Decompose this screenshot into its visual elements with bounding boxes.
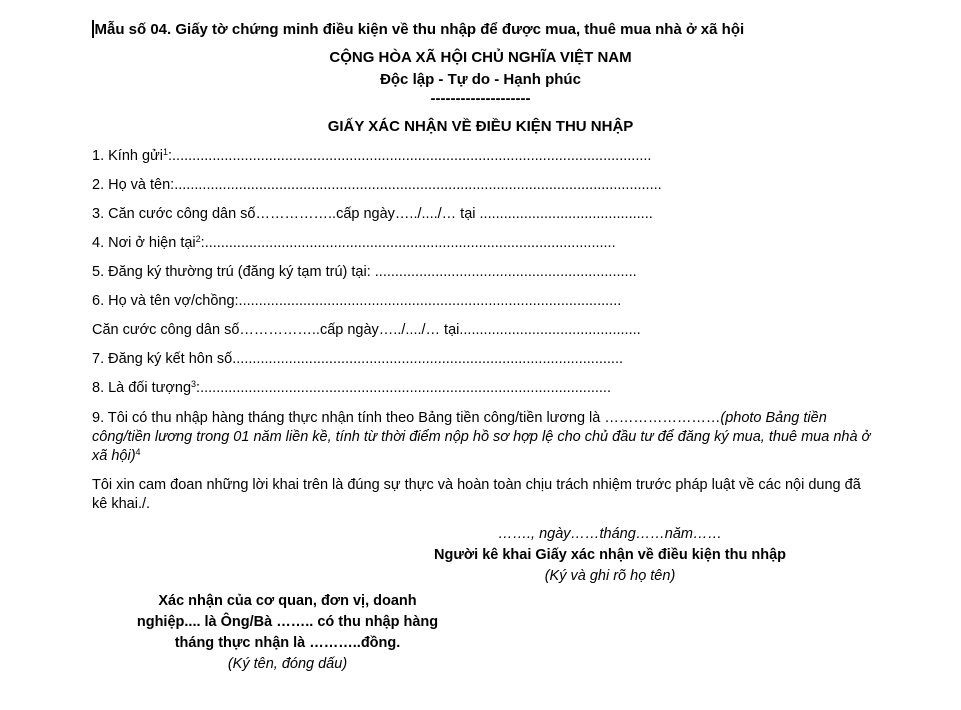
fill-line: ...................................................................................................... bbox=[204, 235, 616, 251]
employer-confirmation-block bbox=[100, 591, 475, 675]
fill-line: ................................................................................................. bbox=[232, 351, 624, 367]
income-statement: 9. Tôi có thu nhập hàng tháng thực nhận tính theo Bảng tiền công/tiền lương là …………………… bbox=[92, 410, 721, 426]
field-label: 8. Là đối tượng bbox=[92, 380, 192, 396]
declarant-sign-note: (Ký và ghi rõ họ tên) bbox=[544, 568, 676, 584]
fill-line: ............................................................................................... bbox=[238, 293, 622, 309]
footnote-ref: 4 bbox=[135, 447, 141, 457]
field-recipient[interactable] bbox=[92, 148, 651, 164]
date-line: ……., ngày……tháng……năm…… bbox=[497, 526, 723, 542]
footnote-ref: 3 bbox=[191, 379, 197, 389]
field-permanent-residence[interactable] bbox=[92, 264, 637, 280]
colon: : bbox=[168, 148, 173, 164]
field-full-name[interactable] bbox=[92, 177, 662, 193]
field-label: 5. Đăng ký thường trú (đăng ký tạm trú) tại: bbox=[92, 264, 371, 280]
footnote-ref: 1 bbox=[162, 147, 168, 157]
confirmation-line-1: Xác nhận của cơ quan, đơn vị, doanh bbox=[158, 593, 417, 609]
field-spouse-name[interactable] bbox=[92, 293, 621, 309]
text-cursor bbox=[92, 20, 94, 38]
field-subject-category[interactable] bbox=[92, 380, 611, 396]
commitment-statement: Tôi xin cam đoan những lời khai trên là đúng sự thực và hoàn toàn chịu trách nhiệm trước pháp luật về các nội dung đã kê khai./. bbox=[92, 477, 861, 512]
motto: Độc lập - Tự do - Hạnh phúc bbox=[380, 71, 581, 88]
document-title: GIẤY XÁC NHẬN VỀ ĐIỀU KIỆN THU NHẬP bbox=[327, 118, 634, 135]
confirmation-line-2: nghiệp.... là Ông/Bà …….. có thu nhập hàng bbox=[136, 614, 439, 630]
field-label: 2. Họ và tên: bbox=[92, 177, 175, 193]
field-current-residence[interactable] bbox=[92, 235, 616, 251]
income-note: (photo Bảng tiền công/tiền lương trong 01 năm liền kề, tính từ thời điểm nộp hồ sơ hợp lệ cho chủ đầu tư để đăng ký mua, thuê mua nhà ở xã hội) bbox=[92, 410, 871, 464]
field-label: 1. Kính gửi bbox=[92, 148, 163, 164]
field-id-card[interactable] bbox=[92, 206, 653, 222]
form-title[interactable] bbox=[92, 20, 744, 38]
header-separator: -------------------- bbox=[430, 90, 531, 107]
field-marriage-registration[interactable] bbox=[92, 351, 623, 367]
field-label: Căn cước công dân số bbox=[92, 322, 240, 338]
form-title-text: Mẫu số 04. Giấy tờ chứng minh điều kiện về thu nhập để được mua, thuê mua nhà ở xã hội bbox=[94, 21, 745, 38]
field-monthly-income[interactable] bbox=[92, 409, 872, 466]
fill-line: ....................................................................................................................... bbox=[172, 148, 652, 164]
declarant-title: Người kê khai Giấy xác nhận về điều kiện thu nhập bbox=[434, 547, 786, 563]
fill-line: ......................................................................................................................... bbox=[174, 177, 662, 193]
footnote-ref: 2 bbox=[195, 234, 201, 244]
field-label: 7. Đăng ký kết hôn số bbox=[92, 351, 233, 367]
declarant-signature-block bbox=[380, 524, 840, 587]
field-label: 6. Họ và tên vợ/chồng: bbox=[92, 293, 239, 309]
field-spouse-id-card[interactable] bbox=[92, 322, 641, 338]
fill-line: ...................................................................................................... bbox=[200, 380, 611, 396]
colon: : bbox=[196, 380, 201, 396]
confirmation-sign-note: (Ký tên, đóng dấu) bbox=[227, 656, 348, 672]
confirmation-line-3: tháng thực nhận là ………..đồng. bbox=[174, 635, 401, 651]
fill-line: ……………..cấp ngày…../..../… tại............................................. bbox=[239, 322, 641, 338]
fill-line: ................................................................. bbox=[370, 264, 637, 280]
fill-line: ……………..cấp ngày…../..../… tại ........................................... bbox=[255, 206, 653, 222]
colon: : bbox=[200, 235, 205, 251]
country-name: CỘNG HÒA XÃ HỘI CHỦ NGHĨA VIỆT NAM bbox=[329, 49, 632, 66]
field-label: 3. Căn cước công dân số bbox=[92, 206, 256, 222]
field-label: 4. Nơi ở hiện tại bbox=[92, 235, 196, 251]
